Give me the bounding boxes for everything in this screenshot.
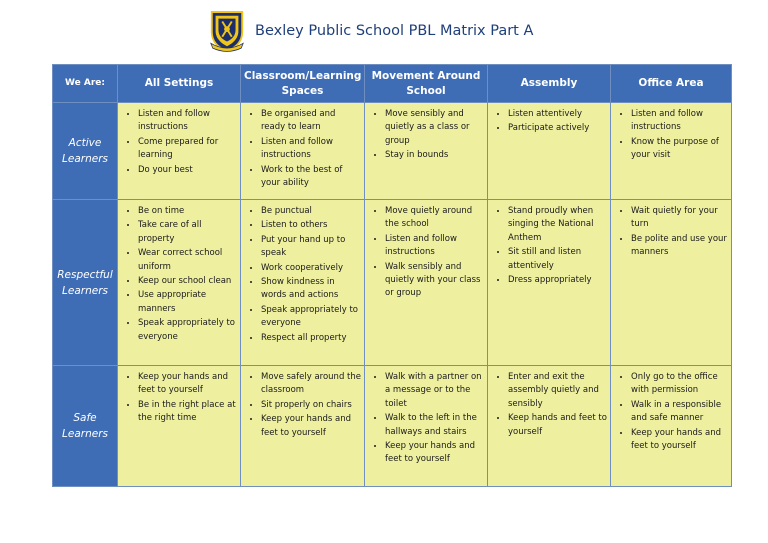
expectation-item: • Stand proudly when singing the National Anthem bbox=[508, 204, 607, 245]
cell-active-learners-movement bbox=[365, 103, 488, 200]
cell-respectful-learners-movement bbox=[365, 200, 488, 366]
expectation-item: • Listen and follow instructions bbox=[385, 232, 484, 260]
row-respectful-learners bbox=[53, 200, 732, 366]
expectation-item: • Be on time bbox=[138, 204, 237, 218]
expectation-list bbox=[121, 204, 237, 344]
cell-safe-learners-classroom bbox=[241, 366, 365, 487]
expectation-list bbox=[614, 107, 728, 163]
row-header-respectful-learners: Respectful Learners bbox=[53, 200, 118, 366]
expectation-item: • Stay in bounds bbox=[385, 148, 484, 162]
cell-safe-learners-office-area bbox=[611, 366, 732, 487]
column-header-classroom: Classroom/Learning Spaces bbox=[241, 65, 365, 103]
expectation-item: • Do your best bbox=[138, 163, 237, 177]
school-crest-icon bbox=[208, 9, 246, 53]
column-header-all-settings: All Settings bbox=[118, 65, 241, 103]
matrix-header-row bbox=[53, 65, 732, 103]
expectation-item: • Listen and follow instructions bbox=[261, 135, 361, 163]
expectation-list bbox=[121, 107, 237, 177]
pbl-matrix-table bbox=[52, 64, 732, 487]
expectation-item: • Participate actively bbox=[508, 121, 607, 135]
corner-label: We Are: bbox=[53, 65, 118, 103]
matrix-body bbox=[53, 103, 732, 487]
page-title: Bexley Public School PBL Matrix Part A bbox=[255, 23, 534, 39]
expectation-item: • Know the purpose of your visit bbox=[631, 135, 728, 163]
cell-safe-learners-movement bbox=[365, 366, 488, 487]
column-header-movement: Movement Around School bbox=[365, 65, 488, 103]
expectation-item: • Keep your hands and feet to yourself bbox=[385, 439, 484, 467]
row-header-active-learners: Active Learners bbox=[53, 103, 118, 200]
expectation-item: • Be in the right place at the right time bbox=[138, 398, 237, 426]
cell-active-learners-assembly bbox=[488, 103, 611, 200]
cell-respectful-learners-classroom bbox=[241, 200, 365, 366]
expectation-list bbox=[491, 370, 607, 439]
expectation-item: • Only go to the office with permission bbox=[631, 370, 728, 398]
expectation-item: • Sit still and listen attentively bbox=[508, 245, 607, 273]
expectation-item: • Keep your hands and feet to yourself bbox=[261, 412, 361, 440]
expectation-item: • Dress appropriately bbox=[508, 273, 607, 287]
expectation-item: • Put your hand up to speak bbox=[261, 233, 361, 261]
expectation-item: • Come prepared for learning bbox=[138, 135, 237, 163]
expectation-list bbox=[368, 107, 484, 163]
expectation-list bbox=[368, 370, 484, 467]
expectation-list bbox=[614, 370, 728, 453]
expectation-item: • Work cooperatively bbox=[261, 261, 361, 275]
expectation-item: • Walk to the left in the hallways and stairs bbox=[385, 411, 484, 439]
column-header-assembly: Assembly bbox=[488, 65, 611, 103]
expectation-item: • Move safely around the classroom bbox=[261, 370, 361, 398]
expectation-item: • Sit properly on chairs bbox=[261, 398, 361, 412]
expectation-item: • Be polite and use your manners bbox=[631, 232, 728, 260]
expectation-item: • Be punctual bbox=[261, 204, 361, 218]
expectation-list bbox=[244, 204, 361, 345]
expectation-list bbox=[244, 107, 361, 190]
expectation-list bbox=[491, 204, 607, 287]
cell-safe-learners-assembly bbox=[488, 366, 611, 487]
cell-respectful-learners-office-area bbox=[611, 200, 732, 366]
expectation-item: • Listen and follow instructions bbox=[631, 107, 728, 135]
expectation-item: • Keep our school clean bbox=[138, 274, 237, 288]
row-safe-learners bbox=[53, 366, 732, 487]
expectation-item: • Speak appropriately to everyone bbox=[138, 316, 237, 344]
cell-active-learners-classroom bbox=[241, 103, 365, 200]
expectation-item: • Walk with a partner on a message or to the toilet bbox=[385, 370, 484, 411]
expectation-item: • Respect all property bbox=[261, 331, 361, 345]
cell-active-learners-all-settings bbox=[118, 103, 241, 200]
cell-respectful-learners-all-settings bbox=[118, 200, 241, 366]
expectation-list bbox=[368, 204, 484, 301]
expectation-item: • Speak appropriately to everyone bbox=[261, 303, 361, 331]
cell-safe-learners-all-settings bbox=[118, 366, 241, 487]
cell-active-learners-office-area bbox=[611, 103, 732, 200]
cell-respectful-learners-assembly bbox=[488, 200, 611, 366]
expectation-item: • Wait quietly for your turn bbox=[631, 204, 728, 232]
expectation-item: • Move sensibly and quietly as a class or group bbox=[385, 107, 484, 148]
expectation-item: • Keep your hands and feet to yourself bbox=[631, 426, 728, 454]
page-header bbox=[208, 8, 533, 54]
expectation-item: • Listen attentively bbox=[508, 107, 607, 121]
column-header-office-area: Office Area bbox=[611, 65, 732, 103]
expectation-list bbox=[491, 107, 607, 136]
row-active-learners bbox=[53, 103, 732, 200]
expectation-item: • Keep hands and feet to yourself bbox=[508, 411, 607, 439]
expectation-item: • Move quietly around the school bbox=[385, 204, 484, 232]
expectation-item: • Take care of all property bbox=[138, 218, 237, 246]
expectation-item: • Walk in a responsible and safe manner bbox=[631, 398, 728, 426]
expectation-item: • Be organised and ready to learn bbox=[261, 107, 361, 135]
expectation-item: • Enter and exit the assembly quietly and sensibly bbox=[508, 370, 607, 411]
expectation-item: • Work to the best of your ability bbox=[261, 163, 361, 191]
expectation-item: • Listen to others bbox=[261, 218, 361, 232]
expectation-item: • Walk sensibly and quietly with your class or group bbox=[385, 260, 484, 301]
expectation-item: • Show kindness in words and actions bbox=[261, 275, 361, 303]
expectation-item: • Wear correct school uniform bbox=[138, 246, 237, 274]
expectation-item: • Listen and follow instructions bbox=[138, 107, 237, 135]
expectation-item: • Use appropriate manners bbox=[138, 288, 237, 316]
expectation-list bbox=[244, 370, 361, 440]
expectation-list bbox=[614, 204, 728, 260]
row-header-safe-learners: Safe Learners bbox=[53, 366, 118, 487]
expectation-item: • Keep your hands and feet to yourself bbox=[138, 370, 237, 398]
expectation-list bbox=[121, 370, 237, 426]
